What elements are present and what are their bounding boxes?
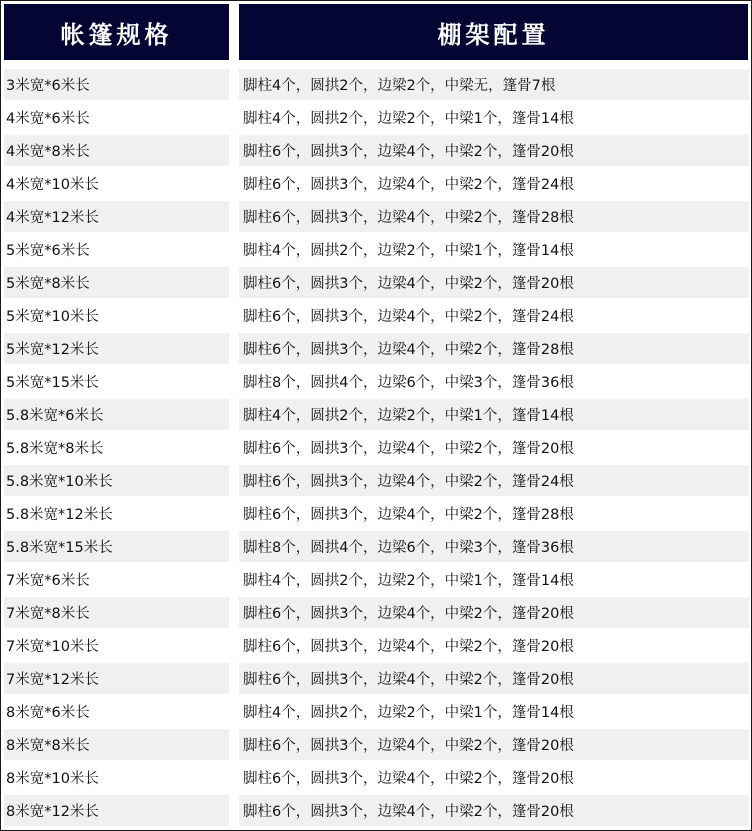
frame-config-cell: 脚柱4个，圆拱2个，边梁2个，中梁1个，篷骨14根 <box>239 399 749 430</box>
frame-config-cell: 脚柱6个，圆拱3个，边梁4个，中梁2个，篷骨28根 <box>239 333 749 364</box>
frame-config-cell: 脚柱6个，圆拱3个，边梁4个，中梁2个，篷骨28根 <box>239 201 749 232</box>
table-row <box>4 431 749 464</box>
tent-spec-cell: 5.8米宽*10米长 <box>4 465 229 496</box>
table-row <box>4 398 749 431</box>
frame-config-cell: 脚柱6个，圆拱3个，边梁4个，中梁2个，篷骨20根 <box>239 729 749 760</box>
tent-spec-cell: 7米宽*8米长 <box>4 597 229 628</box>
tent-spec-cell: 5米宽*10米长 <box>6 309 99 325</box>
tent-spec-cell: 5.8米宽*15米长 <box>4 531 229 562</box>
tent-spec-cell: 4米宽*10米长 <box>6 177 99 193</box>
tent-spec-cell: 8米宽*10米长 <box>6 771 99 787</box>
frame-config-cell: 脚柱4个，圆拱2个，边梁2个，中梁1个，篷骨14根 <box>243 573 574 589</box>
frame-config-cell: 脚柱4个，圆拱2个，边梁2个，中梁1个，篷骨14根 <box>243 111 574 127</box>
tent-spec-cell: 5米宽*8米长 <box>4 267 229 298</box>
table-row <box>4 233 749 266</box>
tent-spec-cell: 5米宽*12米长 <box>4 333 229 364</box>
tent-spec-cell: 8米宽*6米长 <box>6 705 90 721</box>
table-row <box>4 563 749 596</box>
tent-spec-cell: 5米宽*15米长 <box>6 375 99 391</box>
table-row <box>4 761 749 794</box>
frame-config-cell: 脚柱6个，圆拱3个，边梁4个，中梁2个，篷骨20根 <box>239 597 749 628</box>
tent-spec-cell: 4米宽*12米长 <box>4 201 229 232</box>
frame-config-cell: 脚柱6个，圆拱3个，边梁4个，中梁2个，篷骨20根 <box>239 663 749 694</box>
tent-spec-cell: 7米宽*6米长 <box>6 573 90 589</box>
table-row <box>4 629 749 662</box>
frame-config-cell: 脚柱6个，圆拱3个，边梁4个，中梁2个，篷骨20根 <box>243 639 574 655</box>
table-row <box>4 200 749 233</box>
frame-config-cell: 脚柱6个，圆拱3个，边梁4个，中梁2个，篷骨24根 <box>243 177 574 193</box>
tent-spec-cell: 8米宽*12米长 <box>4 795 229 826</box>
frame-config-cell: 脚柱4个，圆拱2个，边梁2个，中梁1个，篷骨14根 <box>243 243 574 259</box>
table-row <box>4 167 749 200</box>
table-row <box>4 794 749 827</box>
table-row <box>4 728 749 761</box>
tent-spec-cell: 5.8米宽*6米长 <box>4 399 229 430</box>
table-row <box>4 464 749 497</box>
tent-spec-cell: 5米宽*6米长 <box>6 243 90 259</box>
tent-spec-cell: 7米宽*12米长 <box>4 663 229 694</box>
frame-config-cell: 脚柱6个，圆拱3个，边梁4个，中梁2个，篷骨20根 <box>239 795 749 826</box>
tent-spec-cell: 4米宽*6米长 <box>6 111 90 127</box>
table-row <box>4 662 749 695</box>
frame-config-cell: 脚柱6个，圆拱3个，边梁4个，中梁2个，篷骨24根 <box>239 465 749 496</box>
frame-config-cell: 脚柱6个，圆拱3个，边梁4个，中梁2个，篷骨20根 <box>239 135 749 166</box>
table-row <box>4 695 749 728</box>
table-row <box>4 332 749 365</box>
frame-config-cell: 脚柱4个，圆拱2个，边梁2个，中梁无，篷骨7根 <box>239 69 749 100</box>
tent-spec-cell: 8米宽*8米长 <box>4 729 229 760</box>
tent-spec-cell: 7米宽*10米长 <box>6 639 99 655</box>
header-frame-config: 棚架配置 <box>239 4 748 60</box>
frame-config-cell: 脚柱4个，圆拱2个，边梁2个，中梁1个，篷骨14根 <box>243 705 574 721</box>
table-body <box>4 68 749 827</box>
table-row <box>4 299 749 332</box>
frame-config-cell: 脚柱6个，圆拱3个，边梁4个，中梁2个，篷骨24根 <box>243 309 574 325</box>
frame-config-cell: 脚柱8个，圆拱4个，边梁6个，中梁3个，篷骨36根 <box>243 375 574 391</box>
table-row <box>4 68 749 101</box>
tent-spec-cell: 4米宽*8米长 <box>4 135 229 166</box>
tent-spec-cell: 5.8米宽*8米长 <box>6 441 104 457</box>
table-row <box>4 497 749 530</box>
table-row <box>4 134 749 167</box>
frame-config-cell: 脚柱6个，圆拱3个，边梁4个，中梁2个，篷骨28根 <box>243 507 574 523</box>
table-row <box>4 266 749 299</box>
frame-config-cell: 脚柱8个，圆拱4个，边梁6个，中梁3个，篷骨36根 <box>239 531 749 562</box>
frame-config-cell: 脚柱6个，圆拱3个，边梁4个，中梁2个，篷骨20根 <box>243 771 574 787</box>
tent-spec-cell: 3米宽*6米长 <box>4 69 229 100</box>
table-row <box>4 365 749 398</box>
header-tent-spec: 帐篷规格 <box>4 4 229 60</box>
table-row <box>4 530 749 563</box>
frame-config-cell: 脚柱6个，圆拱3个，边梁4个，中梁2个，篷骨20根 <box>239 267 749 298</box>
tent-spec-cell: 5.8米宽*12米长 <box>6 507 113 523</box>
frame-config-cell: 脚柱6个，圆拱3个，边梁4个，中梁2个，篷骨20根 <box>243 441 574 457</box>
table-row <box>4 596 749 629</box>
table-row <box>4 101 749 134</box>
